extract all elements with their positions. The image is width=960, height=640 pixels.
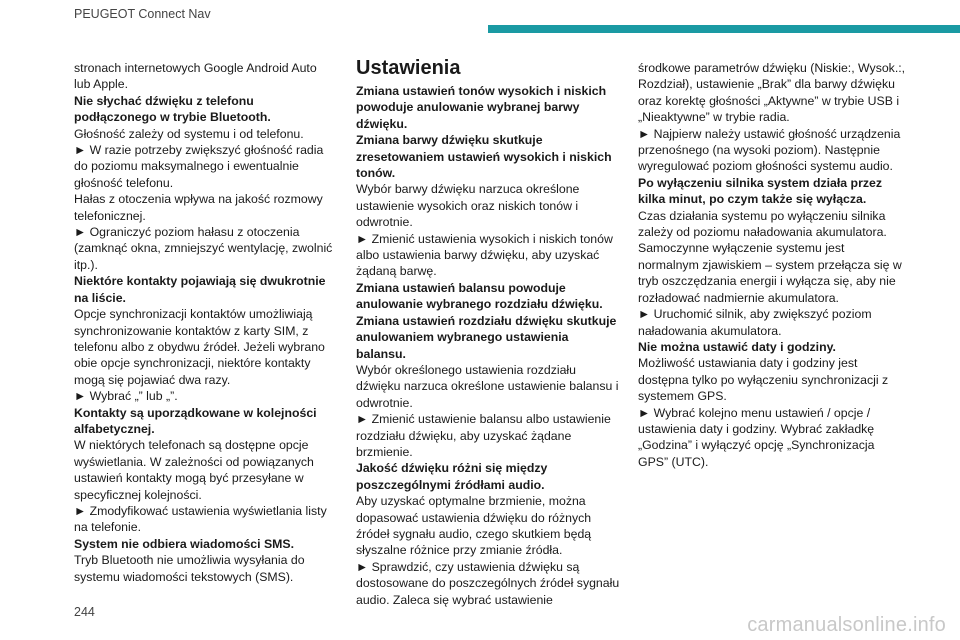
text-column-1 (74, 60, 336, 585)
paragraph: Głośność zależy od systemu i od telefonu. (74, 126, 304, 141)
page-number: 244 (74, 605, 95, 619)
question-heading: System nie odbiera wiadomości SMS. (74, 536, 295, 551)
instruction-step: ► Zmienić ustawienie balansu albo ustawienie rozdziału dźwięku, aby uzyskać żądane brzmienie. (356, 412, 611, 459)
header-accent-bar (488, 25, 960, 33)
page-header-title: PEUGEOT Connect Nav (74, 7, 211, 21)
instruction-step: ► Zmodyfikować ustawienia wyświetlania listy na telefonie. (74, 503, 327, 535)
question-heading: Zmiana ustawień rozdziału dźwięku skutkuje anulowaniem wybranego ustawienia balansu. (356, 313, 617, 361)
paragraph: W niektórych telefonach są dostępne opcje wyświetlania. W zależności od powiązanych ustawień kontakty mogą być przesyłane w specyficznej kolejności. (74, 438, 314, 502)
question-heading: Nie słychać dźwięku z telefonu podłączonego w trybie Bluetooth. (74, 93, 271, 125)
instruction-step: ► W razie potrzeby zwiększyć głośność radia do poziomu maksymalnego i ewentualnie głośność telefonu. (74, 143, 324, 190)
question-heading: Zmiana ustawień balansu powoduje anulowanie wybranego rozdziału dźwięku. (356, 280, 603, 312)
section-heading: Ustawienia (356, 57, 461, 79)
watermark: carmanualsonline.info (747, 614, 946, 636)
paragraph: Opcje synchronizacji kontaktów umożliwiają synchronizowanie kontaktów z karty SIM, z telefonu albo z obydwu źródeł. Jeżeli wybrano obie opcje synchronizacji, niektóre kontakty mogą się pojawiać dwa razy. (74, 307, 325, 387)
paragraph: Czas działania systemu po wyłączeniu silnika zależy od poziomu naładowania akumulatora. (638, 208, 887, 240)
instruction-step: ► Najpierw należy ustawić głośność urządzenia przenośnego (na wysoki poziom). Następnie wyregulować poziom głośności systemu audio. (638, 126, 901, 174)
paragraph: Wybór barwy dźwięku narzuca określone ustawienie wysokich oraz niskich tonów i odwrotnie. (356, 182, 580, 230)
question-heading: Zmiana ustawień tonów wysokich i niskich powoduje anulowanie wybranej barwy dźwięku. (356, 84, 607, 131)
instruction-step: ► Ograniczyć poziom hałasu z otoczenia (zamknąć okna, zmniejszyć wentylację, zwolnić itp.). (74, 225, 333, 272)
instruction-step: ► Uruchomić silnik, aby zwiększyć poziom naładowania akumulatora. (638, 307, 872, 338)
paragraph: stronach internetowych Google Android Auto lub Apple. (74, 61, 317, 92)
paragraph: Wybór określonego ustawienia rozdziału dźwięku narzuca określone ustawienie balansu i odwrotnie. (356, 362, 619, 410)
paragraph: Możliwość ustawiania daty i godziny jest dostępna tylko po wyłączeniu synchronizacji z systemem GPS. (638, 356, 889, 404)
text-column-3 (638, 60, 906, 470)
question-heading: Kontakty są uporządkowane w kolejności alfabetycznej. (74, 405, 317, 436)
instruction-step: ► Sprawdzić, czy ustawienia dźwięku są dostosowane do poszczególnych źródeł sygnału audio. Zaleca się wybrać ustawienie (356, 559, 620, 607)
question-heading: Nie można ustawić daty i godziny. (638, 339, 836, 354)
text-column-2 (356, 55, 620, 608)
instruction-step: ► Zmienić ustawienia wysokich i niskich tonów albo ustawienia barwy dźwięku, aby uzyskać żądaną barwę. (356, 231, 613, 279)
question-heading: Po wyłączeniu silnika system działa przez kilka minut, po czym także się wyłącza. (638, 175, 882, 207)
paragraph: środkowe parametrów dźwięku (Niskie:, Wysok.:, Rozdział), ustawienie „Brak” dla barwy dźwięku oraz korektę głośności „Aktywne” w trybie USB i „Nieaktywne” w trybie radia. (638, 61, 906, 125)
question-heading: Jakość dźwięku różni się między poszczególnymi źródłami audio. (356, 461, 548, 492)
paragraph: Samoczynne wyłączenie systemu jest normalnym zjawiskiem – system przełącza się w tryb oszczędzania energii i wyłącza się, aby nie rozładować nadmiernie akumulatora. (638, 241, 902, 305)
paragraph: Aby uzyskać optymalne brzmienie, można dopasować ustawienia dźwięku do różnych źródeł sygnału audio, czego skutkiem będą słyszalne różnice przy zmianie źródła. (356, 494, 592, 558)
question-heading: Zmiana barwy dźwięku skutkuje zresetowaniem ustawień wysokich i niskich tonów. (356, 133, 612, 181)
paragraph: Tryb Bluetooth nie umożliwia wysyłania do systemu wiadomości tekstowych (SMS). (74, 553, 305, 584)
instruction-step: ► Wybrać „” lub „”. (74, 389, 178, 404)
question-heading: Niektóre kontakty pojawiają się dwukrotnie na liście. (74, 274, 326, 305)
instruction-step: ► Wybrać kolejno menu ustawień / opcje / ustawienia daty i godziny. Wybrać zakładkę „Godzina” i wyłączyć opcję „Synchronizacja GPS” (UTC). (638, 405, 875, 469)
paragraph: Hałas z otoczenia wpływa na jakość rozmowy telefonicznej. (74, 192, 323, 223)
